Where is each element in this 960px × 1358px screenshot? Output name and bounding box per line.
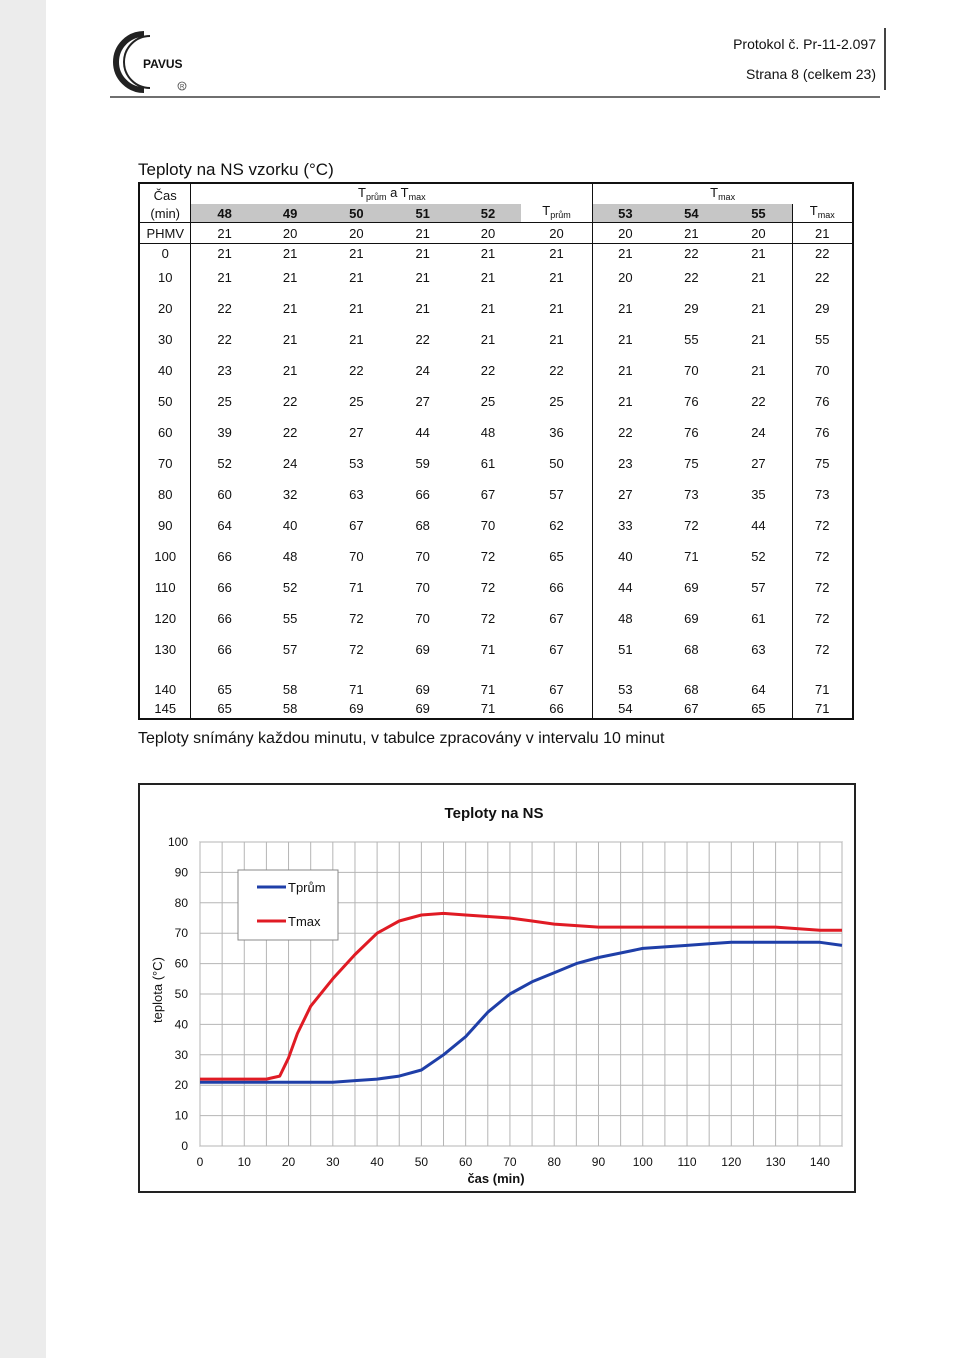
cell-value: 27: [349, 425, 364, 440]
col-50: 50: [323, 204, 391, 223]
cell-avg: 21: [521, 293, 593, 324]
cell-value: 72: [480, 580, 496, 595]
cell-value: 51: [618, 642, 633, 657]
cell-value: 72: [480, 611, 496, 626]
x-tick-label: 0: [196, 1155, 204, 1169]
group1-label: $T_{prům}$ a $T_{max}$: [191, 183, 593, 204]
x-tick-label: 140: [809, 1155, 830, 1169]
table-row: [139, 541, 853, 572]
y-tick-label: 80: [174, 895, 188, 910]
col-48: 48: [191, 204, 258, 223]
row-time: 60: [139, 417, 191, 448]
cell-value: 21: [349, 270, 364, 285]
row-time: 50: [139, 386, 191, 417]
cell-value: 73: [684, 487, 699, 502]
col-avg: $T_{prům}$: [521, 204, 593, 223]
col-time-top: Čas: [139, 183, 191, 204]
cell-max: 22: [815, 270, 830, 285]
cell-value: 21: [480, 332, 496, 347]
y-tick-label: 20: [174, 1078, 188, 1093]
cell-value: 55: [282, 611, 298, 626]
table-header-row-2: [139, 204, 853, 223]
cell-value: 21: [415, 270, 430, 285]
y-tick-label: 100: [167, 835, 188, 849]
cell-value: 71: [349, 580, 364, 595]
table-row: [139, 634, 853, 665]
cell-value: 68: [415, 518, 430, 533]
cell-value: 67: [480, 487, 496, 502]
table-row: [139, 355, 853, 386]
cell-value: 67: [684, 700, 699, 716]
row-time: 40: [139, 355, 191, 386]
table-header-row-1: [139, 183, 853, 204]
cell-value: 71: [349, 682, 364, 697]
cell-value: 21: [725, 324, 792, 355]
cell-value: 64: [725, 665, 792, 698]
cell-value: 67: [349, 518, 364, 533]
cell-max: 71: [815, 700, 830, 716]
cell-value: 24: [725, 417, 792, 448]
cell-value: 55: [684, 332, 699, 347]
cell-value: 20: [258, 223, 323, 244]
cell-value: 40: [618, 549, 633, 564]
cell-value: 70: [349, 549, 364, 564]
cell-value: 20: [618, 270, 633, 285]
x-tick-label: 30: [326, 1155, 340, 1169]
cell-max: 21: [792, 223, 853, 244]
cell-value: 23: [618, 456, 633, 471]
x-axis-label: čas (min): [467, 1171, 525, 1186]
table-row: [139, 244, 853, 263]
cell-value: 53: [618, 682, 633, 697]
svg-text:R: R: [180, 84, 185, 91]
row-time: 110: [139, 572, 191, 603]
cell-max: 22: [815, 245, 830, 261]
temperature-chart: [140, 785, 854, 1191]
cell-avg: 67: [521, 603, 593, 634]
row-time: 80: [139, 479, 191, 510]
page-number: Strana 8 (celkem 23): [746, 66, 876, 82]
row-time: 30: [139, 324, 191, 355]
cell-max: 71: [815, 682, 830, 697]
y-tick-label: 90: [174, 865, 188, 880]
cell-max: 76: [815, 394, 830, 409]
cell-value: 70: [480, 518, 496, 533]
cell-value: 21: [415, 301, 430, 316]
col-55: 55: [725, 204, 792, 223]
cell-value: 21: [658, 223, 726, 244]
cell-value: 64: [217, 518, 232, 533]
cell-value: 21: [282, 301, 298, 316]
x-tick-label: 120: [721, 1155, 742, 1169]
y-tick-label: 10: [174, 1108, 188, 1123]
col-54: 54: [658, 204, 726, 223]
cell-value: 69: [415, 682, 430, 697]
cell-value: 32: [282, 487, 298, 502]
cell-max: 72: [815, 642, 830, 657]
cell-value: 21: [725, 293, 792, 324]
row-time: 0: [139, 244, 191, 263]
cell-value: 69: [415, 700, 430, 716]
cell-value: 48: [480, 425, 496, 440]
cell-value: 21: [415, 245, 430, 261]
cell-value: 69: [684, 611, 699, 626]
x-tick-label: 100: [632, 1155, 653, 1169]
cell-value: 72: [349, 611, 364, 626]
cell-value: 71: [480, 642, 496, 657]
cell-value: 48: [282, 549, 298, 564]
x-tick-label: 70: [503, 1155, 517, 1169]
cell-value: 65: [217, 682, 232, 697]
x-tick-label: 40: [370, 1155, 384, 1169]
cell-value: 27: [415, 394, 430, 409]
table-body: [139, 223, 853, 720]
cell-value: 63: [349, 487, 364, 502]
table-row: [139, 510, 853, 541]
temperature-table: [138, 182, 854, 720]
cell-value: 21: [349, 332, 364, 347]
cell-avg: 22: [521, 355, 593, 386]
cell-value: 22: [684, 270, 699, 285]
scan-edge: [0, 0, 46, 1358]
cell-value: 21: [349, 301, 364, 316]
cell-value: 21: [618, 301, 633, 316]
cell-value: 44: [725, 510, 792, 541]
cell-value: 59: [415, 456, 430, 471]
cell-value: 54: [618, 700, 633, 716]
cell-value: 21: [282, 245, 298, 261]
cell-value: 60: [217, 487, 232, 502]
table-row: [139, 698, 853, 719]
cell-value: 71: [480, 700, 496, 716]
cell-value: 29: [684, 301, 699, 316]
cell-value: 70: [415, 549, 430, 564]
cell-avg: 25: [521, 386, 593, 417]
cell-value: 72: [684, 518, 699, 533]
logo-text: PAVUS: [143, 57, 183, 71]
cell-max: 76: [815, 425, 830, 440]
cell-value: 21: [282, 363, 298, 378]
cell-avg: 21: [521, 262, 593, 293]
table-row: [139, 572, 853, 603]
cell-value: 66: [217, 580, 232, 595]
cell-avg: 67: [521, 634, 593, 665]
cell-value: 66: [415, 487, 430, 502]
cell-value: 21: [480, 301, 496, 316]
row-time: 10: [139, 262, 191, 293]
row-time: 130: [139, 634, 191, 665]
table-row: [139, 448, 853, 479]
cell-value: 22: [217, 301, 232, 316]
cell-value: 61: [480, 456, 496, 471]
cell-avg: 57: [521, 479, 593, 510]
cell-value: 53: [349, 456, 364, 471]
cell-value: 21: [725, 244, 792, 263]
cell-value: 58: [282, 700, 298, 716]
cell-value: 20: [323, 223, 391, 244]
cell-value: 20: [725, 223, 792, 244]
cell-value: 22: [480, 363, 496, 378]
cell-value: 66: [217, 549, 232, 564]
cell-value: 21: [618, 394, 633, 409]
table-row: [139, 479, 853, 510]
table-row: [139, 417, 853, 448]
cell-value: 61: [725, 603, 792, 634]
cell-value: 20: [455, 223, 521, 244]
x-tick-label: 60: [458, 1155, 473, 1169]
y-tick-label: 60: [174, 956, 188, 971]
table-row: [139, 386, 853, 417]
cell-value: 72: [349, 642, 364, 657]
col-52: 52: [455, 204, 521, 223]
cell-value: 24: [415, 363, 430, 378]
row-time: 90: [139, 510, 191, 541]
x-tick-label: 20: [281, 1155, 296, 1169]
section-title: Teploty na NS vzorku (°C): [138, 160, 334, 179]
col-51: 51: [390, 204, 455, 223]
cell-value: 25: [217, 394, 232, 409]
x-tick-label: 110: [677, 1155, 697, 1169]
cell-value: 21: [282, 332, 298, 347]
cell-max: 72: [815, 611, 830, 626]
y-tick-label: 50: [174, 987, 188, 1001]
col-53: 53: [593, 204, 658, 223]
protocol-number: Protokol č. Pr-11-2.097: [733, 36, 876, 52]
cell-value: 70: [415, 611, 430, 626]
cell-value: 22: [725, 386, 792, 417]
row-time: 100: [139, 541, 191, 572]
cell-value: 21: [725, 262, 792, 293]
cell-value: 69: [415, 642, 430, 657]
cell-max: 72: [815, 518, 830, 533]
row-time: 70: [139, 448, 191, 479]
chart-legend: [238, 870, 338, 940]
cell-avg: 20: [521, 223, 593, 244]
cell-value: 52: [217, 456, 232, 471]
cell-max: 72: [815, 549, 830, 564]
chart-title: Teploty na NS: [444, 805, 544, 822]
group2-label: $T_{max}$: [710, 185, 736, 202]
cell-value: 68: [684, 642, 699, 657]
x-tick-label: 90: [591, 1155, 606, 1169]
row-time: 140: [139, 665, 191, 698]
cell-value: 22: [217, 332, 232, 347]
y-tick-label: 30: [174, 1047, 188, 1062]
cell-value: 35: [725, 479, 792, 510]
table-row: [139, 603, 853, 634]
table-note: Teploty snímány každou minutu, v tabulce zpracovány v intervalu 10 minut: [138, 730, 665, 747]
cell-value: 52: [725, 541, 792, 572]
cell-avg: 62: [521, 510, 593, 541]
cell-value: 58: [282, 682, 298, 697]
cell-avg: 50: [521, 448, 593, 479]
cell-value: 22: [349, 363, 364, 378]
cell-value: 21: [390, 223, 455, 244]
cell-value: 21: [217, 270, 232, 285]
cell-value: 21: [618, 363, 633, 378]
cell-max: 72: [815, 580, 830, 595]
col-49: 49: [258, 204, 323, 223]
table-row: [139, 262, 853, 293]
cell-value: 44: [415, 425, 430, 440]
cell-value: 57: [725, 572, 792, 603]
y-axis-label: teplota (°C): [150, 957, 165, 1023]
cell-value: 75: [684, 456, 699, 471]
row-time: 120: [139, 603, 191, 634]
x-tick-label: 10: [237, 1155, 251, 1169]
cell-value: 44: [618, 580, 633, 595]
cell-avg: 36: [521, 417, 593, 448]
cell-value: 21: [282, 270, 298, 285]
cell-max: 75: [815, 456, 830, 471]
cell-value: 21: [191, 223, 258, 244]
cell-value: 25: [349, 394, 364, 409]
col-max: $T_{max}$: [792, 204, 853, 223]
cell-value: 66: [217, 611, 232, 626]
table-row: [139, 665, 853, 698]
cell-value: 72: [480, 549, 496, 564]
cell-value: 21: [217, 245, 232, 261]
cell-value: 22: [282, 394, 298, 409]
cell-avg: 21: [521, 324, 593, 355]
cell-value: 21: [349, 245, 364, 261]
cell-value: 25: [480, 394, 496, 409]
cell-avg: 65: [521, 541, 593, 572]
cell-value: 21: [480, 270, 496, 285]
cell-value: 65: [725, 698, 792, 719]
cell-value: 63: [725, 634, 792, 665]
cell-value: 66: [217, 642, 232, 657]
col-time-bottom: (min): [139, 204, 191, 223]
cell-value: 22: [282, 425, 298, 440]
cell-value: 57: [282, 642, 298, 657]
cell-value: 71: [684, 549, 699, 564]
y-tick-label: 70: [174, 926, 188, 941]
cell-value: 52: [282, 580, 298, 595]
x-tick-label: 50: [414, 1155, 429, 1169]
row-time: 20: [139, 293, 191, 324]
cell-max: 73: [815, 487, 830, 502]
cell-value: 76: [684, 425, 699, 440]
cell-value: 23: [217, 363, 232, 378]
cell-value: 71: [480, 682, 496, 697]
cell-avg: 67: [521, 665, 593, 698]
cell-avg: 66: [521, 572, 593, 603]
table-row: [139, 293, 853, 324]
cell-value: 65: [217, 700, 232, 716]
cell-max: 29: [815, 301, 830, 316]
row-time: 145: [139, 698, 191, 719]
x-tick-label: 130: [765, 1155, 786, 1169]
legend-label-tprum: Tprům: [288, 880, 326, 895]
cell-max: 55: [815, 332, 830, 347]
chart-frame: [138, 783, 856, 1193]
cell-value: 33: [618, 518, 633, 533]
header-vertical-rule: [884, 28, 886, 90]
cell-value: 21: [618, 332, 633, 347]
cell-value: 22: [618, 425, 633, 440]
cell-value: 20: [593, 223, 658, 244]
y-tick-label: 40: [174, 1017, 188, 1032]
cell-value: 70: [684, 363, 699, 378]
cell-max: 70: [815, 363, 830, 378]
cell-value: 69: [349, 700, 364, 716]
y-tick-label: 0: [181, 1139, 188, 1153]
x-tick-label: 80: [547, 1155, 561, 1169]
pavus-logo: [110, 30, 192, 94]
cell-value: 76: [684, 394, 699, 409]
cell-value: 21: [618, 245, 633, 261]
cell-value: 68: [684, 682, 699, 697]
table-row: [139, 324, 853, 355]
row-time: PHMV: [139, 223, 191, 244]
cell-avg: 66: [521, 698, 593, 719]
cell-value: 22: [415, 332, 430, 347]
cell-value: 27: [618, 487, 633, 502]
cell-value: 22: [684, 245, 699, 261]
table-row: [139, 223, 853, 244]
cell-avg: 21: [521, 244, 593, 263]
legend-label-tmax: Tmax: [288, 914, 321, 929]
cell-value: 27: [725, 448, 792, 479]
header-rule: [110, 96, 880, 98]
cell-value: 69: [684, 580, 699, 595]
cell-value: 39: [217, 425, 232, 440]
cell-value: 70: [415, 580, 430, 595]
cell-value: 40: [282, 518, 298, 533]
cell-value: 21: [480, 245, 496, 261]
cell-value: 21: [725, 355, 792, 386]
cell-value: 24: [282, 456, 298, 471]
cell-value: 48: [618, 611, 633, 626]
